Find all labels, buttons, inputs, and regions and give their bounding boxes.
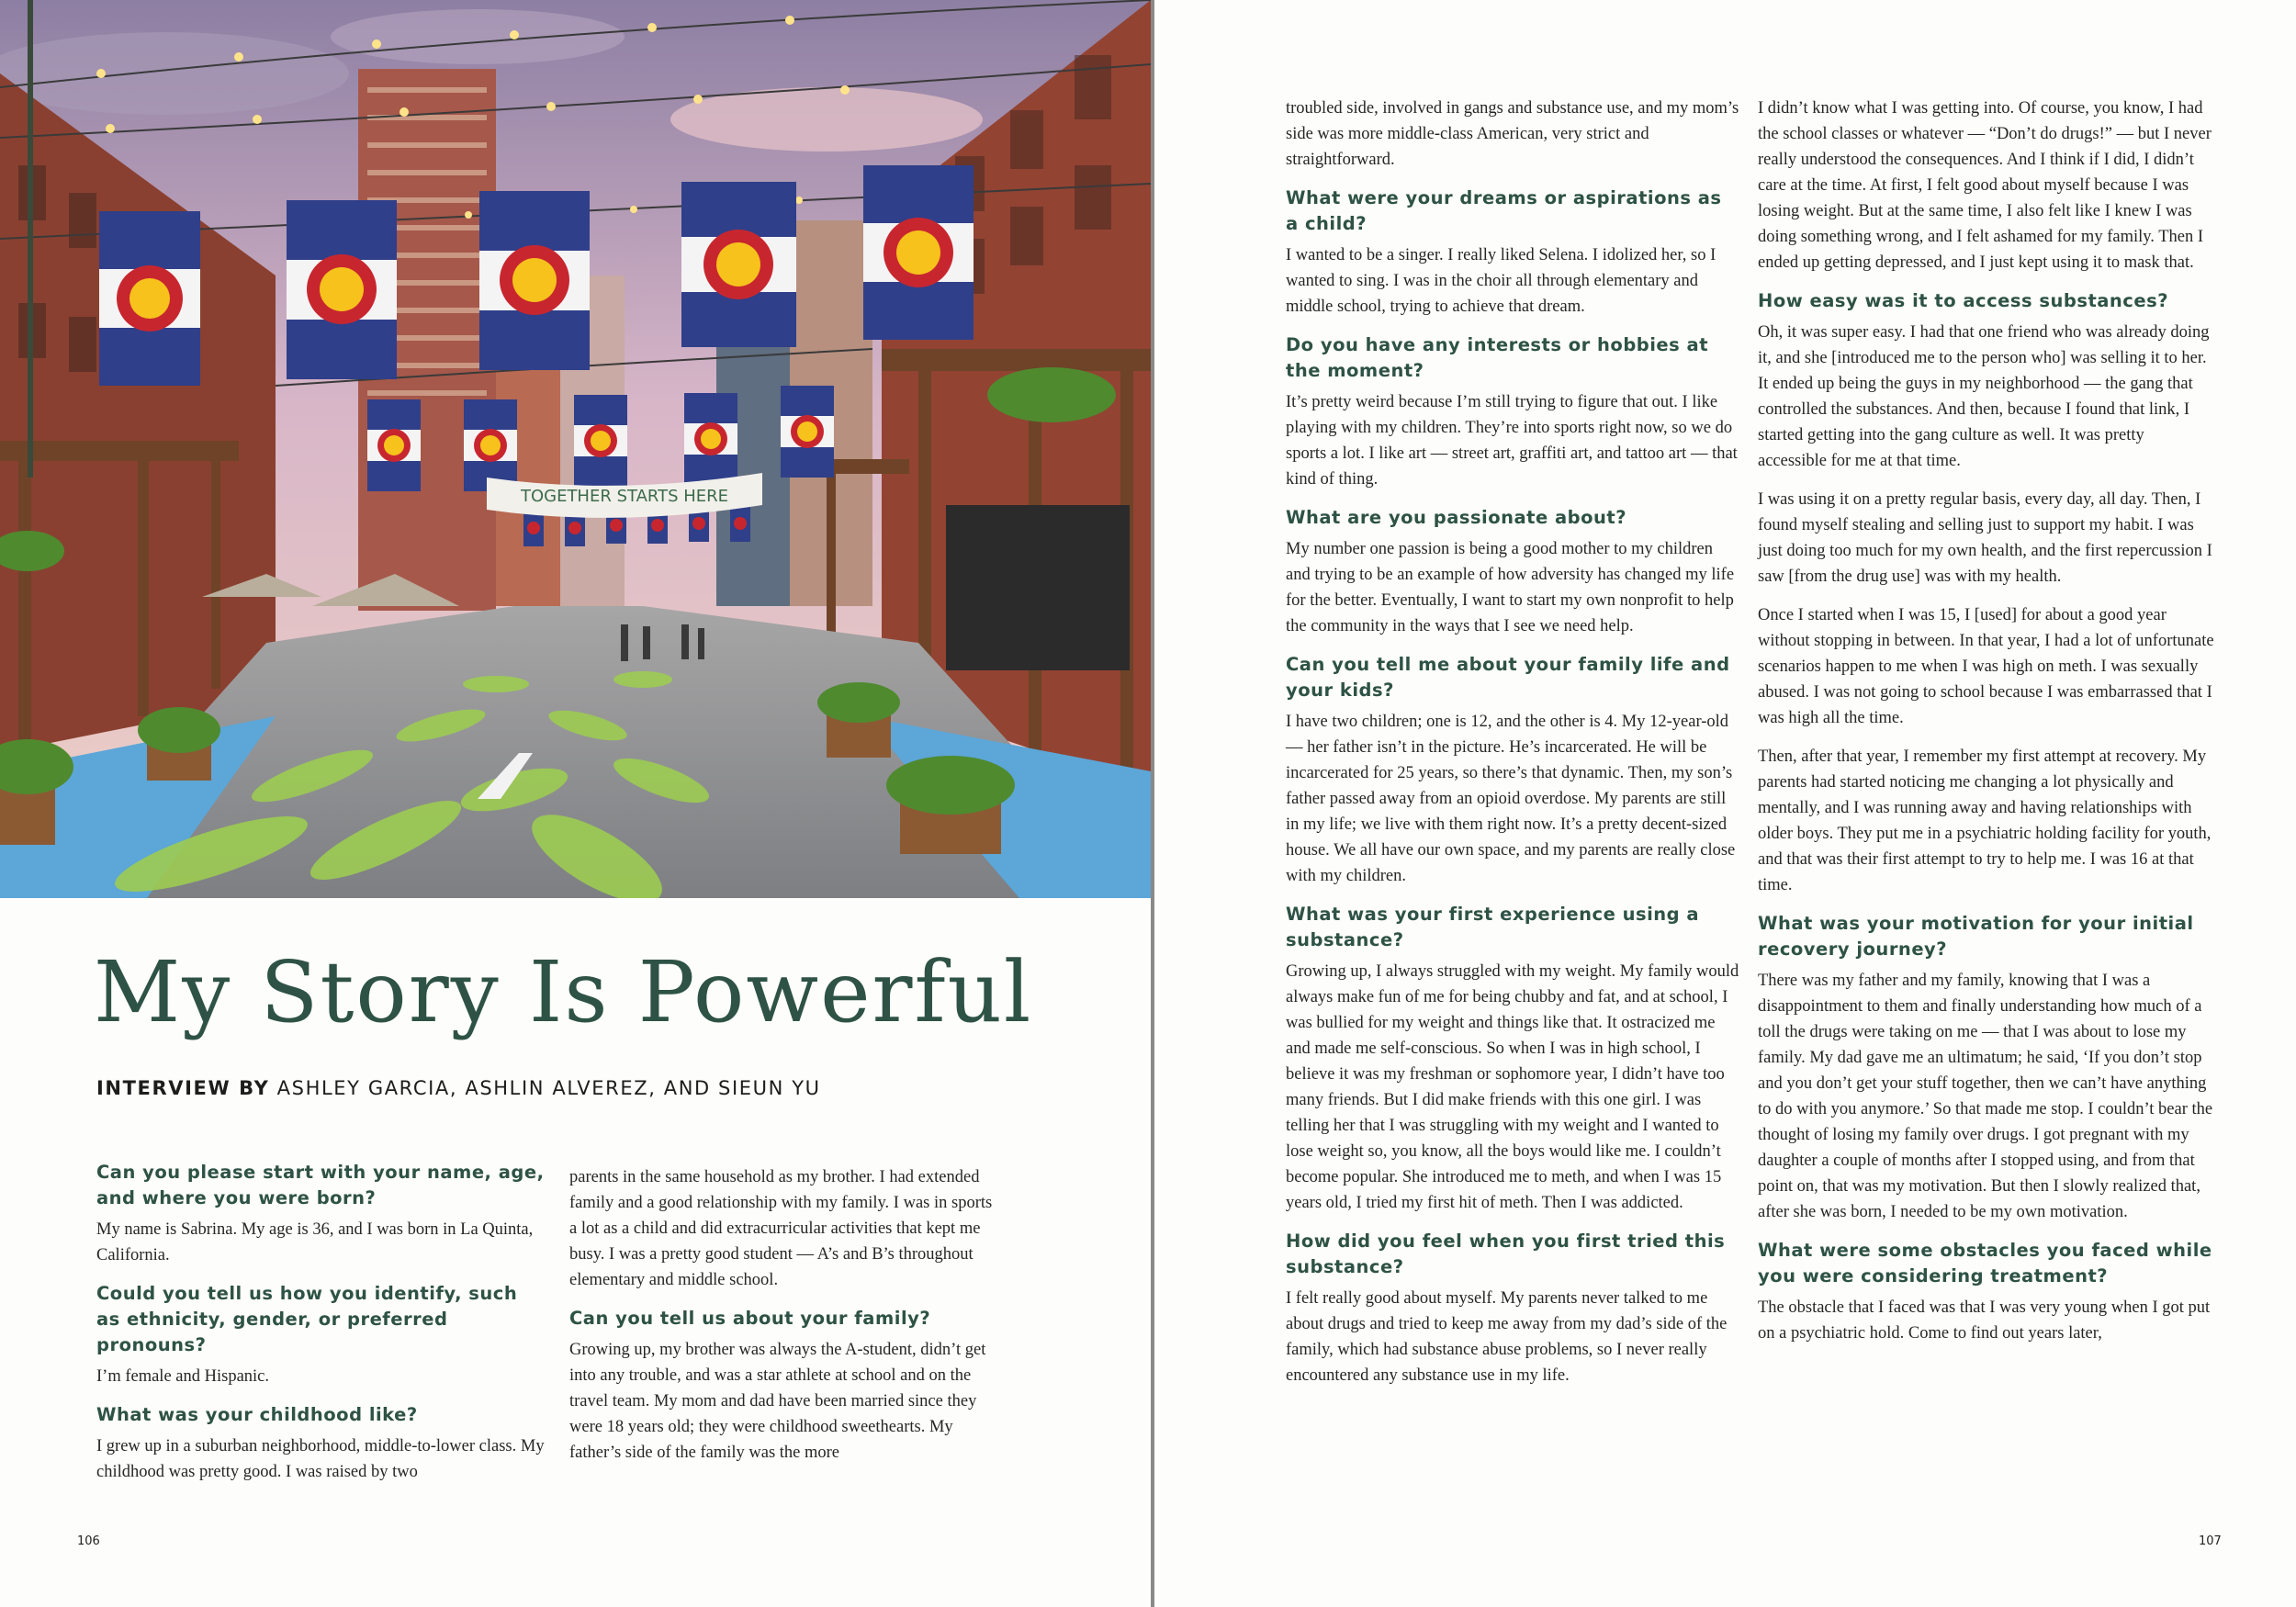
street-photo-illustration bbox=[0, 0, 1151, 898]
question: What are you passionate about? bbox=[1286, 507, 1627, 528]
left-page-column-1 bbox=[96, 1160, 546, 1498]
qa-section bbox=[1286, 96, 1740, 173]
question: What were some obstacles you faced while you were considering treatment? bbox=[1758, 1240, 2212, 1287]
answer: Growing up, I always struggled with my weight. My family would always make fun of me for being chubby and fat, and at school, I was bullied for my weight and things like that. It ostracized me and made me self-conscious. So when I was in high school, I believe it was my freshman or sophomore year, I didn’t have too many friends. But I did make friends with this one girl. I was telling her that I was struggling with my weight and I wanted to lose weight so, you know, all the boys would like me. I couldn’t become popular. She introduced me to meth, and when I was 15 years old, I tried my first hit of meth. Then I was addicted. bbox=[1286, 962, 1739, 1212]
qa-section bbox=[96, 1160, 546, 1268]
question: Can you please start with your name, age, and where you were born? bbox=[96, 1162, 545, 1208]
question: Could you tell us how you identify, such as ethnicity, gender, or preferred pronouns? bbox=[96, 1283, 518, 1355]
right-page bbox=[1154, 0, 2296, 1607]
right-page-column-1 bbox=[1286, 96, 1740, 1401]
answer: troubled side, involved in gangs and substance use, and my mom’s side was more middle-class American, very strict and straightforward. bbox=[1286, 99, 1739, 169]
article-title: My Story Is Powerful bbox=[94, 943, 1033, 1041]
answer: My name is Sabrina. My age is 36, and I was born in La Quinta, California. bbox=[96, 1220, 534, 1264]
qa-section bbox=[1758, 911, 2217, 1225]
qa-section bbox=[569, 1306, 1001, 1466]
question: What was your first experience using a substance? bbox=[1286, 904, 1700, 950]
question: What was your motivation for your initial recovery journey? bbox=[1758, 913, 2194, 960]
question: What was your childhood like? bbox=[96, 1404, 418, 1425]
page-number-left: 106 bbox=[77, 1534, 100, 1548]
answer: I grew up in a suburban neighborhood, middle-to-lower class. My childhood was pretty good. I was raised by two bbox=[96, 1437, 545, 1481]
answer: The obstacle that I faced was that I was very young when I got put on a psychiatric hold. Come to find out years later, bbox=[1758, 1298, 2211, 1343]
qa-section bbox=[1286, 185, 1740, 320]
answer: I didn’t know what I was getting into. Of course, you know, I had the school classes or whatever — “Don’t do drugs!” — but I never really understood the consequences. And I think if I did, I didn’t care at the time. At first, I felt good about myself because I was losing weight. But at the same time, I also felt like I knew I was doing something wrong, and I felt ashamed for my family. Then I ended up getting depressed, and I just kept using it to mask that. bbox=[1758, 99, 2212, 272]
byline bbox=[96, 1077, 821, 1099]
answer: I’m female and Hispanic. bbox=[96, 1367, 270, 1386]
left-page-column-2 bbox=[569, 1164, 1001, 1478]
qa-section bbox=[1286, 652, 1740, 889]
answer: Once I started when I was 15, I [used] for about a good year without stopping in between. In that year, I had a lot of unfortunate scenarios happen to me when I was high on meth. I was sexually abused. I was not going to school because I was embarrassed that I was high all the time. bbox=[1758, 606, 2214, 727]
qa-section bbox=[1758, 96, 2217, 275]
qa-section bbox=[1286, 505, 1740, 639]
answer: Oh, it was super easy. I had that one friend who was already doing it, and she [introduced me to the person who] was selling it to her. It ended up being the guys in my neighborhood — the gang that controlled the substances. And then, because I found that link, I started getting into the gang culture as well. It was pretty accessible for me at that time. bbox=[1758, 323, 2210, 470]
qa-section bbox=[96, 1402, 546, 1485]
qa-section bbox=[96, 1281, 546, 1389]
answer: parents in the same household as my brother. I had extended family and a good relationship with my family. I was in sports a lot as a child and did extracurricular activities that kept me busy. I was a pretty good student — A’s and B’s throughout elementary and middle school. bbox=[569, 1168, 993, 1289]
answer: I was using it on a pretty regular basis, every day, all day. Then, I found myself stealing and selling just to support my habit. I was just doing too much for my own health, and the first repercussion I saw [from the drug use] was with my health. bbox=[1758, 490, 2212, 586]
question: How easy was it to access substances? bbox=[1758, 290, 2169, 311]
answer: I wanted to be a singer. I really liked Selena. I idolized her, so I wanted to sing. I was in the choir all through elementary and middle school, trying to achieve that dream. bbox=[1286, 246, 1716, 316]
question: What were your dreams or aspirations as a child? bbox=[1286, 187, 1722, 234]
qa-section bbox=[1286, 1229, 1740, 1388]
question: Do you have any interests or hobbies at the moment? bbox=[1286, 334, 1709, 381]
byline-lead: INTERVIEW BY bbox=[96, 1077, 270, 1099]
svg-text:TOGETHER STARTS HERE: TOGETHER STARTS HERE bbox=[520, 487, 729, 506]
answer: Growing up, my brother was always the A-student, didn’t get into any trouble, and was a star athlete at school and on the travel team. My mom and dad have been married since they were 18 years old; they were childhood sweethearts. My father’s side of the family was the more bbox=[569, 1341, 986, 1462]
hero-photo bbox=[0, 0, 1151, 898]
question: How did you feel when you first tried this substance? bbox=[1286, 1231, 1726, 1277]
answer: I have two children; one is 12, and the other is 4. My 12-year-old — her father isn’t in the picture. He’s incarcerated. He will be incarcerated for 25 years, so there’s that dynamic. Then, my son’s father passed away from an opioid overdose. My parents are still in my life; we live with them right now. It’s a pretty decent-sized house. We all have our own space, and my parents are really close with my children. bbox=[1286, 713, 1736, 885]
qa-section bbox=[1286, 902, 1740, 1216]
answer: There was my father and my family, knowing that I was a disappointment to them and finally understanding how much of a toll the drugs were taking on me — that I was about to lose my family. My dad gave me an ultimatum; he said, ‘If you don’t stop and you don’t get your stuff together, then we can’t have anything to do with you anymore.’ So that made me stop. I couldn’t bear the thought of losing my family over drugs. I got pregnant with my daughter a couple of months after I stopped using, and from that point on, that was my motivation. But then I slowly realized that, after she was born, I needed to be my own motivation. bbox=[1758, 972, 2213, 1221]
byline-names: ASHLEY GARCIA, ASHLIN ALVEREZ, AND SIEUN YU bbox=[276, 1077, 821, 1099]
qa-section bbox=[1758, 288, 2217, 898]
answer: I felt really good about myself. My parents never talked to me about drugs and tried to keep me away from my dad’s side of the family, which had substance abuse problems, so I never really encountered any substance use in my life. bbox=[1286, 1289, 1728, 1385]
question: Can you tell me about your family life and your kids? bbox=[1286, 654, 1730, 701]
answer: It’s pretty weird because I’m still trying to figure that out. I like playing with my children. They’re into sports right now, so we do sports a lot. I like art — street art, graffiti art, and tattoo art — that kind of thing. bbox=[1286, 393, 1738, 489]
page-number-right: 107 bbox=[2199, 1534, 2222, 1548]
answer: Then, after that year, I remember my first attempt at recovery. My parents had started noticing me changing a lot physically and mentally, and I was running away and having relationships with older boys. They put me in a psychiatric holding facility for youth, and that was their first attempt to try to help me. I was 16 at that time. bbox=[1758, 747, 2212, 894]
qa-section bbox=[1286, 332, 1740, 492]
right-page-column-2 bbox=[1758, 96, 2217, 1359]
answer: My number one passion is being a good mother to my children and trying to be an example of how adversity has changed my life for the better. Eventually, I want to start my own nonprofit to help the community in the ways that I see we need help. bbox=[1286, 540, 1735, 635]
question: Can you tell us about your family? bbox=[569, 1308, 931, 1329]
qa-section bbox=[569, 1164, 1001, 1293]
qa-section bbox=[1758, 1238, 2217, 1346]
